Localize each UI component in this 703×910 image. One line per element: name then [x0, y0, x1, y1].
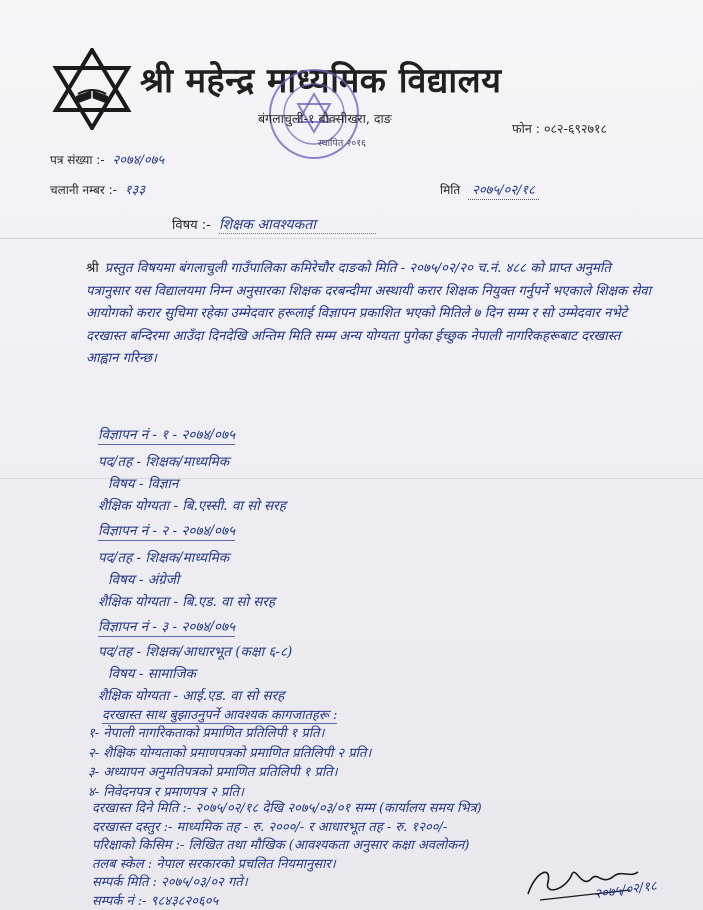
detail-row: तलब स्केल : नेपाल सरकारको प्रचलित नियमानुसार।	[92, 856, 336, 872]
signature-date: २०७५/०२/१८	[593, 878, 658, 903]
ad-qualification: शैक्षिक योग्यता - आई.एड. वा सो सरह	[98, 688, 285, 704]
salutation: श्री	[86, 261, 99, 276]
chalani-number	[50, 180, 145, 198]
letter-date	[440, 180, 539, 198]
ad-subject: विषय - विज्ञान	[108, 476, 179, 492]
detail-row: दरखास्त दस्तुर :- माध्यमिक तह - रु. २०००/- र आधारभूत तह - रु. १२००/-	[92, 819, 448, 835]
document-item: ४- निवेदनपत्र र प्रमाणपत्र २ प्रति।	[88, 784, 244, 800]
ad-post: पद/तह - शिक्षक/माध्यमिक	[98, 454, 230, 470]
required-documents	[88, 704, 648, 802]
ad-subject: विषय - अंग्रेजी	[108, 572, 180, 588]
school-phone: फोन : ०८२-६९२७१८	[512, 121, 607, 136]
ad-post: पद/तह - शिक्षक/माध्यमिक	[98, 550, 230, 566]
ad-post: पद/तह - शिक्षक/आधारभूत (कक्षा ६-८)	[98, 644, 293, 660]
school-emblem-icon	[52, 48, 132, 130]
date-label: मिति	[440, 183, 461, 197]
school-name: श्री महेन्द्र माध्यमिक विद्यालय	[140, 61, 502, 101]
paper-fold-line	[0, 238, 703, 239]
patra-value: २०७४/०७५	[112, 153, 165, 168]
advertisement-3	[98, 616, 598, 707]
subject-value: शिक्षक आवश्यकता	[219, 217, 376, 234]
patra-label: पत्र संख्या :-	[50, 153, 105, 167]
advertisement-2	[98, 520, 598, 613]
chalani-value: १३३	[124, 183, 146, 198]
detail-row: सम्पर्क मिति : २०७५/०३/०२ गते।	[92, 875, 248, 890]
ad-heading: विज्ञापन नं - १ - २०७४/०७५	[98, 427, 236, 443]
ad-heading: विज्ञापन नं - २ - २०७४/०७५	[98, 523, 236, 539]
documents-heading: दरखास्त साथ बुझाउनुपर्ने आवश्यक कागजातहरू :	[102, 705, 337, 724]
ad-qualification: शैक्षिक योग्यता - बि.एस्सी. वा सो सरह	[98, 498, 286, 514]
ad-subject: विषय - सामाजिक	[108, 666, 196, 682]
document-item: ३- अध्यापन अनुमतिपत्रको प्रमाणित प्रतिलिपी १ प्रति।	[88, 765, 338, 780]
date-value: २०७५/०२/१८	[468, 183, 539, 200]
document-item: २- शैक्षिक योग्यताको प्रमाणपत्रको प्रमाणित प्रतिलिपी २ प्रति।	[88, 745, 372, 761]
ad-heading: विज्ञापन नं - ३ - २०७४/०७५	[98, 619, 236, 635]
chalani-label: चलानी नम्बर :-	[50, 183, 117, 197]
detail-row: परिक्षाको किसिम :- लिखित तथा मौखिक (आवश्यकता अनुसार कक्षा अवलोकन)	[92, 838, 470, 853]
subject-line	[172, 215, 376, 234]
school-address: बंगलाचुली-१ बोक्सीखरा, दाङ	[258, 111, 392, 126]
patra-sankhya	[50, 150, 164, 168]
subject-label: विषय :-	[172, 218, 211, 233]
advertisement-1	[98, 424, 598, 517]
document-item: १- नेपाली नागरिकताको प्रमाणित प्रतिलिपी १ प्रति।	[88, 726, 325, 741]
established-year: स्थापित २०१६	[318, 138, 367, 149]
ad-qualification: शैक्षिक योग्यता - बि.एड. वा सो सरह	[98, 594, 276, 610]
detail-row: सम्पर्क नं :- ९८४३८२०६०५	[92, 893, 219, 909]
notice-text: प्रस्तुत विषयमा बंगलाचुली गाउँपालिका कमिरेचौर दाङको मिति - २०७५/०२/२० च.नं. ४८८ को प्राप्त अनुमति पत्रानुसार यस विद्यालयमा निम्न अनुसारका शिक्षक दरबन्दीमा अस्थायी करार शिक्षक नियुक्त गर्नुपर्ने भएकाले शिक्षक सेवा आयोगको करार सुचिमा रहेका उम्मेदवार हरूलाई विज्ञापन प्रकाशित भएको मितिले ७ दिन सम्म र सो उम्मेदवार नभेटे दरखास्त बन्दिरमा आउँदा दिनदेखि अन्तिम मिति सम्म अन्य योग्यता पुगेका ईच्छुक नेपाली नागरिकहरूबाट दरखास्त आह्वान गरिन्छ।	[86, 261, 652, 366]
detail-row: दरखास्त दिने मिति :- २०७५/०२/१८ देखि २०७५/०३/०१ सम्म (कार्यालय समय भित्र)	[92, 801, 482, 816]
notice-paragraph	[86, 258, 656, 371]
